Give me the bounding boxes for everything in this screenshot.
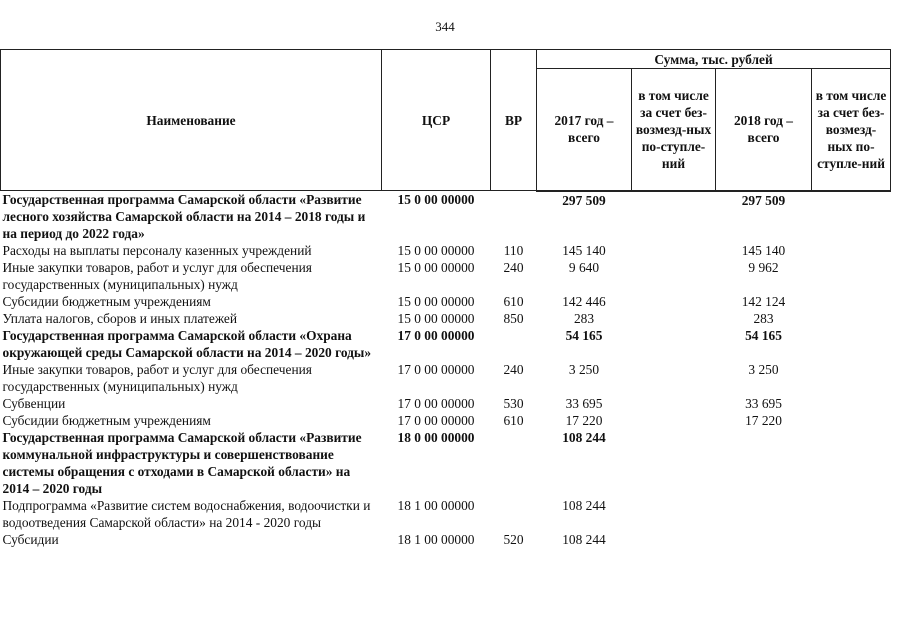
budget-table [0, 49, 891, 548]
row-2017-total: 3 250 [568, 362, 600, 377]
row-vr [491, 191, 537, 243]
row-csr: 15 0 00 00000 [397, 192, 475, 207]
row-csr: 18 0 00 00000 [397, 430, 475, 445]
row-name: Иные закупки товаров, работ и услуг для обеспечения государственных (муниципальных) нужд [2, 362, 312, 394]
row-2017-total: 283 [573, 311, 595, 326]
row-2018-total: 297 509 [741, 192, 786, 208]
row-2017-free [632, 429, 716, 497]
row-name: Субсидии бюджетным учреждениям [2, 413, 211, 428]
row-csr: 17 0 00 00000 [397, 396, 475, 411]
row-2018-total [716, 429, 812, 497]
row-2018-total: 9 962 [748, 260, 779, 275]
table-row [1, 531, 891, 548]
row-2017-total: 145 140 [562, 243, 606, 258]
header-2018-free: в том числе за счет без-возмезд-ных по-ступле-ний [812, 69, 891, 191]
row-2017-free [632, 361, 716, 395]
row-2018-free [812, 242, 891, 259]
row-2017-free [632, 259, 716, 293]
header-2017-free: в том числе за счет без-возмезд-ных по-ступле-ний [632, 69, 716, 191]
row-vr [491, 497, 537, 531]
row-csr: 15 0 00 00000 [397, 294, 475, 309]
row-2017-free [632, 293, 716, 310]
row-2018-free [812, 429, 891, 497]
row-vr: 240 [503, 260, 524, 275]
row-2017-total: 142 446 [562, 294, 606, 309]
row-csr: 15 0 00 00000 [397, 260, 475, 275]
row-2017-free [632, 191, 716, 243]
row-name: Государственная программа Самарской области «Развитие коммунальной инфраструктуры и совершенствование системы обращения с отходами в Самарской области» на 2014 – 2020 годы [2, 430, 362, 496]
table-row [1, 242, 891, 259]
row-csr: 17 0 00 00000 [397, 328, 475, 343]
page-number: 344 [435, 19, 455, 34]
row-2017-free [632, 412, 716, 429]
row-2018-free [812, 310, 891, 327]
row-2018-free [812, 191, 891, 243]
row-2017-total: 108 244 [562, 532, 606, 547]
row-2017-total: 33 695 [565, 396, 603, 411]
row-2018-free [812, 293, 891, 310]
table-row [1, 293, 891, 310]
row-2017-free [632, 242, 716, 259]
row-2018-total: 54 165 [745, 328, 782, 343]
row-2018-free [812, 395, 891, 412]
row-csr: 17 0 00 00000 [397, 413, 475, 428]
row-vr: 530 [503, 396, 524, 411]
row-csr: 15 0 00 00000 [397, 311, 475, 326]
row-2017-free [632, 310, 716, 327]
row-name: Субвенции [2, 396, 66, 411]
row-2018-free [812, 531, 891, 548]
row-2017-free [632, 327, 716, 361]
row-vr [491, 429, 537, 497]
table-body [1, 191, 891, 549]
row-vr: 520 [503, 532, 524, 547]
row-2018-free [812, 497, 891, 531]
row-csr: 15 0 00 00000 [397, 243, 475, 258]
row-2017-total: 108 244 [562, 498, 606, 513]
row-2018-total: 142 124 [741, 294, 786, 309]
header-vr: ВР [491, 50, 537, 191]
table-row [1, 412, 891, 429]
row-2017-total: 9 640 [568, 260, 600, 275]
row-name: Подпрограмма «Развитие систем водоснабжения, водоочистки и водоотведения Самарской области» на 2014 - 2020 годы [2, 498, 371, 530]
table-row [1, 191, 891, 243]
row-2018-free [812, 259, 891, 293]
header-csr: ЦСР [382, 50, 491, 191]
table-row [1, 310, 891, 327]
header-2018-total: 2018 год – всего [716, 69, 812, 191]
row-vr: 110 [503, 243, 524, 258]
table-row [1, 429, 891, 497]
header-2017-total: 2017 год – всего [537, 69, 632, 191]
table-row [1, 361, 891, 395]
row-vr: 850 [503, 311, 524, 326]
table-row [1, 497, 891, 531]
row-2018-total: 145 140 [741, 243, 786, 258]
row-name: Государственная программа Самарской области «Развитие лесного хозяйства Самарской области на 2014 – 2018 годы и на период до 2022 года» [2, 192, 366, 241]
row-2017-free [632, 395, 716, 412]
table-row [1, 395, 891, 412]
row-2018-free [812, 327, 891, 361]
row-csr: 18 1 00 00000 [397, 498, 475, 513]
row-2017-total: 108 244 [562, 430, 606, 445]
row-2018-total [716, 497, 812, 531]
row-2018-total: 33 695 [745, 396, 782, 411]
row-name: Иные закупки товаров, работ и услуг для обеспечения государственных (муниципальных) нужд [2, 260, 312, 292]
row-2017-free [632, 531, 716, 548]
row-2017-free [632, 497, 716, 531]
row-2017-total: 297 509 [562, 192, 606, 208]
row-2017-total: 17 220 [565, 413, 603, 428]
row-name: Субсидии бюджетным учреждениям [2, 294, 211, 309]
row-name: Субсидии [2, 532, 59, 547]
row-csr: 17 0 00 00000 [397, 362, 475, 377]
row-name: Расходы на выплаты персоналу казенных учреждений [2, 243, 312, 258]
row-2018-free [812, 361, 891, 395]
row-vr: 240 [503, 362, 524, 377]
row-csr: 18 1 00 00000 [397, 532, 475, 547]
header-sum-group: Сумма, тыс. рублей [537, 50, 891, 69]
row-vr: 610 [503, 294, 524, 309]
row-2018-total: 17 220 [745, 413, 782, 428]
row-name: Уплата налогов, сборов и иных платежей [2, 311, 238, 326]
row-2018-total [716, 531, 812, 548]
row-2018-total: 3 250 [748, 362, 779, 377]
table-row [1, 327, 891, 361]
row-2018-total: 283 [753, 311, 774, 326]
row-name: Государственная программа Самарской области «Охрана окружающей среды Самарской области на 2014 – 2020 годы» [2, 328, 372, 360]
row-2017-total: 54 165 [565, 328, 603, 343]
row-2018-free [812, 412, 891, 429]
table-row [1, 259, 891, 293]
row-vr [491, 327, 537, 361]
header-name: Наименование [1, 50, 382, 191]
row-vr: 610 [503, 413, 524, 428]
